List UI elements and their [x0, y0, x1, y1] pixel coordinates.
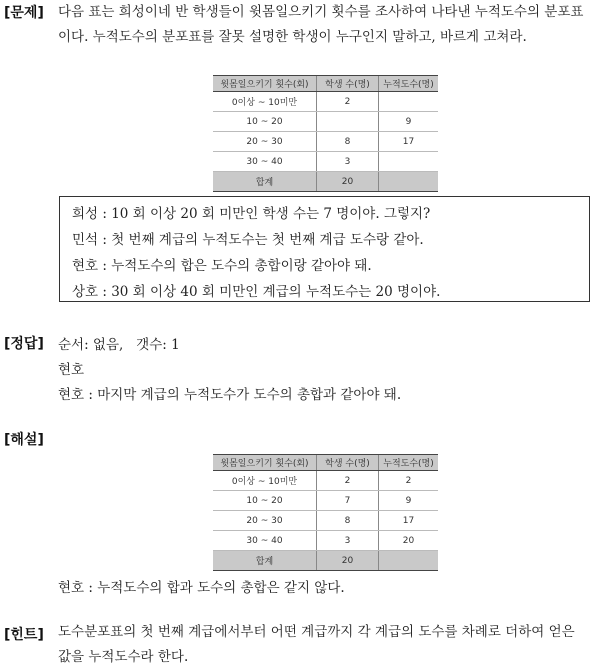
statement-sangho: 상호 : 30 회 이상 40 회 미만인 계급의 누적도수는 20 명이야.: [72, 284, 441, 300]
table-row: [213, 152, 438, 172]
table-total-row: [213, 172, 438, 192]
table-row: [213, 471, 438, 491]
header-students: 학생 수(명): [317, 76, 379, 92]
header-count-range: 윗몸일으키기 횟수(회): [213, 455, 317, 471]
range-cell: 30 ~ 40: [213, 152, 317, 172]
cumulative-cell: 20: [379, 531, 439, 551]
frequency-cell: 8: [317, 511, 379, 531]
statement-hyeonho: 현호 : 누적도수의 합은 도수의 총합이랑 같아야 돼.: [72, 258, 372, 274]
header-count-range: 윗몸일으키기 횟수(회): [213, 76, 317, 92]
table-row: [213, 511, 438, 531]
table-row: [213, 491, 438, 511]
problem-text: 다음 표는 희성이네 반 학생들이 윗몸일으키기 횟수를 조사하여 나타낸 누적도수의 분포표이다. 누적도수의 분포표를 잘못 설명한 학생이 누구인지 말하고, 바르게 고쳐라.: [58, 4, 584, 45]
range-cell: 10 ~ 20: [213, 112, 317, 132]
frequency-cell: 2: [317, 471, 379, 491]
table-row: [213, 92, 438, 112]
solution-text: 현호 : 누적도수의 합과 도수의 총합은 같지 않다.: [58, 580, 345, 596]
frequency-cell: 2: [317, 92, 379, 112]
header-cumulative: 누적도수(명): [379, 455, 439, 471]
problem-frequency-table: [213, 75, 438, 192]
table-total-row: [213, 551, 438, 571]
problem-tag: [문제]: [4, 5, 44, 21]
range-cell: 10 ~ 20: [213, 491, 317, 511]
hint-text: 도수분포표의 첫 번째 계급에서부터 어떤 계급까지 각 계급의 도수를 차례로 더하여 얻은 값을 누적도수라 한다.: [58, 624, 575, 665]
cumulative-cell: 9: [379, 491, 439, 511]
total-frequency: 20: [317, 172, 379, 192]
cumulative-cell: 9: [379, 112, 439, 132]
table-row: [213, 112, 438, 132]
answer-line-2: 현호: [58, 362, 85, 378]
range-cell: 20 ~ 30: [213, 132, 317, 152]
table-row: [213, 132, 438, 152]
range-cell: 20 ~ 30: [213, 511, 317, 531]
cumulative-cell: 2: [379, 471, 439, 491]
solution-tag: [해설]: [4, 432, 44, 448]
header-cumulative: 누적도수(명): [379, 76, 439, 92]
answer-line-3: 현호 : 마지막 계급의 누적도수가 도수의 총합과 같아야 돼.: [58, 387, 402, 403]
cumulative-cell: [379, 92, 439, 112]
range-cell: 0이상 ~ 10미만: [213, 92, 317, 112]
total-label: 합계: [213, 551, 317, 571]
solution-frequency-table: [213, 454, 438, 571]
frequency-cell: 3: [317, 152, 379, 172]
total-frequency: 20: [317, 551, 379, 571]
range-cell: 30 ~ 40: [213, 531, 317, 551]
cumulative-cell: [379, 152, 439, 172]
total-cumulative: [379, 172, 439, 192]
table-header-row: [213, 455, 438, 471]
cumulative-cell: 17: [379, 132, 439, 152]
statements-box: [59, 196, 590, 302]
statement-heeseong: 희성 : 10 회 이상 20 회 미만인 학생 수는 7 명이야. 그렇지?: [72, 206, 431, 222]
total-label: 합계: [213, 172, 317, 192]
frequency-cell: 7: [317, 491, 379, 511]
range-cell: 0이상 ~ 10미만: [213, 471, 317, 491]
answer-line-1: 순서: 없음, 갯수: 1: [58, 337, 180, 353]
table-row: [213, 531, 438, 551]
statement-minseok: 민석 : 첫 번째 계급의 누적도수는 첫 번째 계급 도수랑 같아.: [72, 232, 424, 248]
hint-tag: [힌트]: [4, 627, 44, 643]
header-students: 학생 수(명): [317, 455, 379, 471]
frequency-cell: 8: [317, 132, 379, 152]
answer-tag: [정답]: [4, 336, 44, 352]
frequency-cell: [317, 112, 379, 132]
cumulative-cell: 17: [379, 511, 439, 531]
total-cumulative: [379, 551, 439, 571]
table-header-row: [213, 76, 438, 92]
frequency-cell: 3: [317, 531, 379, 551]
